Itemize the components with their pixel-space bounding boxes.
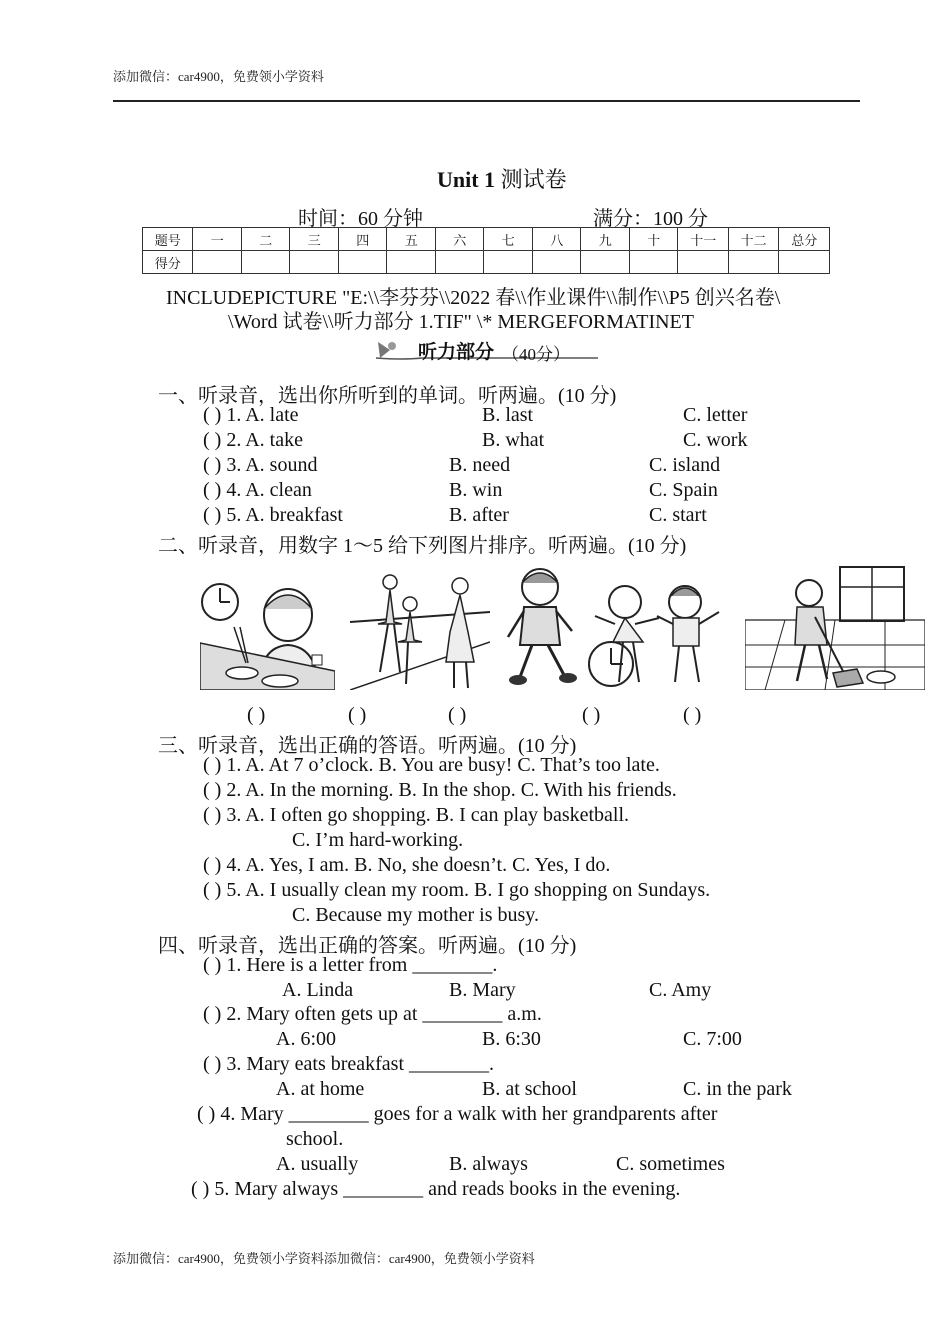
ballet-picture <box>350 572 490 690</box>
s1-q3: ( ) 3. A. sound <box>203 454 318 476</box>
s4-q2: ( ) 2. Mary often gets up at ________ a.m. <box>203 1003 542 1025</box>
s4-q3-c: C. in the park <box>683 1078 792 1100</box>
table-cell: 题号 <box>143 228 193 251</box>
table-cell: 十二 <box>728 228 778 251</box>
score-input-cell[interactable] <box>484 251 533 274</box>
table-cell: 三 <box>290 228 339 251</box>
s4-q3: ( ) 3. Mary eats breakfast ________. <box>203 1053 495 1075</box>
table-cell: 四 <box>338 228 387 251</box>
s4-q4-b: B. always <box>449 1153 528 1175</box>
listening-banner <box>372 336 604 364</box>
s3-line-3: ( ) 3. A. I often go shopping. B. I can play basketball. <box>203 804 630 826</box>
score-input-cell[interactable] <box>779 251 830 274</box>
score-table-header-row <box>143 228 830 251</box>
s4-q3-b: B. at school <box>482 1078 577 1100</box>
score-label: 满分：100 分 <box>593 208 708 230</box>
s1-q4: ( ) 4. A. clean <box>203 479 312 501</box>
breakfast-picture <box>200 575 335 690</box>
table-cell: 十 <box>629 228 678 251</box>
section2-heading: 二、听录音，用数字 1～5 给下列图片排序。听两遍。(10 分) <box>158 535 687 557</box>
s4-q2-c: C. 7:00 <box>683 1028 742 1050</box>
s3-line-4: ( ) 4. A. Yes, I am. B. No, she doesn’t. C. Yes, I do. <box>203 854 611 876</box>
s1-q3-c: C. island <box>649 454 721 476</box>
banner-title: 听力部分 <box>418 341 495 363</box>
s3-line-2: ( ) 2. A. In the morning. B. In the shop. C. With his friends. <box>203 779 677 801</box>
s4-q1: ( ) 1. Here is a letter from ________. <box>203 954 498 976</box>
score-input-cell[interactable] <box>338 251 387 274</box>
s1-q4-c: C. Spain <box>649 479 718 501</box>
section4-heading: 四、听录音，选出正确的答案。听两遍。(10 分) <box>158 935 577 957</box>
title-rest: 测试卷 <box>495 167 567 192</box>
picture-order-blank-1[interactable]: ( ) <box>247 704 266 726</box>
s3-line-3-cont: C. I’m hard-working. <box>292 829 464 851</box>
score-input-cell[interactable] <box>387 251 436 274</box>
s4-q4-cont: school. <box>286 1128 344 1150</box>
picture-order-blank-5[interactable]: ( ) <box>683 704 702 726</box>
s3-line-5: ( ) 5. A. I usually clean my room. B. I go shopping on Sundays. <box>203 879 711 901</box>
s1-q2: ( ) 2. A. take <box>203 429 303 451</box>
score-input-cell[interactable] <box>435 251 484 274</box>
s1-q5-c: C. start <box>649 504 707 526</box>
picture-order-blank-3[interactable]: ( ) <box>448 704 467 726</box>
s1-q2-c: C. work <box>683 429 748 451</box>
table-cell: 五 <box>387 228 436 251</box>
header-note: 添加微信：car4900，免费领小学资料 <box>113 69 324 84</box>
table-cell: 十一 <box>678 228 728 251</box>
s4-q2-a: A. 6:00 <box>276 1028 336 1050</box>
s4-q5: ( ) 5. Mary always ________ and reads books in the evening. <box>191 1178 681 1200</box>
footer-note: 添加微信：car4900，免费领小学资料添加微信：car4900，免费领小学资料 <box>113 1251 535 1266</box>
field-code-line-1: INCLUDEPICTURE "E:\\李芬芬\\2022 春\\作业课件\\制作\\P5 创兴名卷\ <box>166 287 781 309</box>
s4-q1-a: A. Linda <box>282 979 354 1001</box>
s1-q4-b: B. win <box>449 479 503 501</box>
s4-q4: ( ) 4. Mary ________ goes for a walk with her grandparents after <box>197 1103 718 1125</box>
score-table-score-row <box>143 251 830 274</box>
s1-q2-b: B. what <box>482 429 545 451</box>
table-cell: 得分 <box>143 251 193 274</box>
table-cell: 二 <box>241 228 290 251</box>
picture-order-blank-2[interactable]: ( ) <box>348 704 367 726</box>
s4-q1-c: C. Amy <box>649 979 712 1001</box>
sweeping-picture <box>745 565 925 690</box>
s4-q1-b: B. Mary <box>449 979 516 1001</box>
s4-q3-a: A. at home <box>276 1078 365 1100</box>
table-cell: 六 <box>435 228 484 251</box>
s1-q3-b: B. need <box>449 454 511 476</box>
score-input-cell[interactable] <box>290 251 339 274</box>
field-code-line-2: \Word 试卷\\听力部分 1.TIF" \* MERGEFORMATINET <box>228 311 694 333</box>
s1-q1: ( ) 1. A. late <box>203 404 299 426</box>
table-cell: 七 <box>484 228 533 251</box>
table-cell: 一 <box>193 228 242 251</box>
s4-q2-b: B. 6:30 <box>482 1028 541 1050</box>
score-input-cell[interactable] <box>728 251 778 274</box>
banner-points: （40分） <box>502 345 570 364</box>
table-cell: 八 <box>532 228 581 251</box>
s4-q4-a: A. usually <box>276 1153 359 1175</box>
s1-q1-b: B. last <box>482 404 534 426</box>
table-cell: 总分 <box>779 228 830 251</box>
section1-heading: 一、听录音，选出你所听到的单词。听两遍。(10 分) <box>158 385 617 407</box>
s3-line-1: ( ) 1. A. At 7 o’clock. B. You are busy! C. That’s too late. <box>203 754 660 776</box>
picture-order-blank-4[interactable]: ( ) <box>582 704 601 726</box>
exercise-picture <box>585 572 745 690</box>
s3-line-5-cont: C. Because my mother is busy. <box>292 904 540 926</box>
time-label: 时间：60 分钟 <box>298 208 423 230</box>
score-input-cell[interactable] <box>193 251 242 274</box>
section3-heading: 三、听录音，选出正确的答语。听两遍。(10 分) <box>158 735 577 757</box>
table-cell: 九 <box>581 228 630 251</box>
s1-q5-b: B. after <box>449 504 509 526</box>
header-rule <box>113 100 860 102</box>
s1-q5: ( ) 5. A. breakfast <box>203 504 343 526</box>
score-input-cell[interactable] <box>581 251 630 274</box>
walking-boy-picture <box>500 565 580 690</box>
score-input-cell[interactable] <box>532 251 581 274</box>
score-input-cell[interactable] <box>629 251 678 274</box>
score-input-cell[interactable] <box>241 251 290 274</box>
score-table <box>142 227 830 274</box>
s1-q1-c: C. letter <box>683 404 748 426</box>
title-bold: Unit 1 <box>437 167 496 192</box>
score-input-cell[interactable] <box>678 251 728 274</box>
page-title <box>437 163 567 194</box>
s4-q4-c: C. sometimes <box>616 1153 725 1175</box>
